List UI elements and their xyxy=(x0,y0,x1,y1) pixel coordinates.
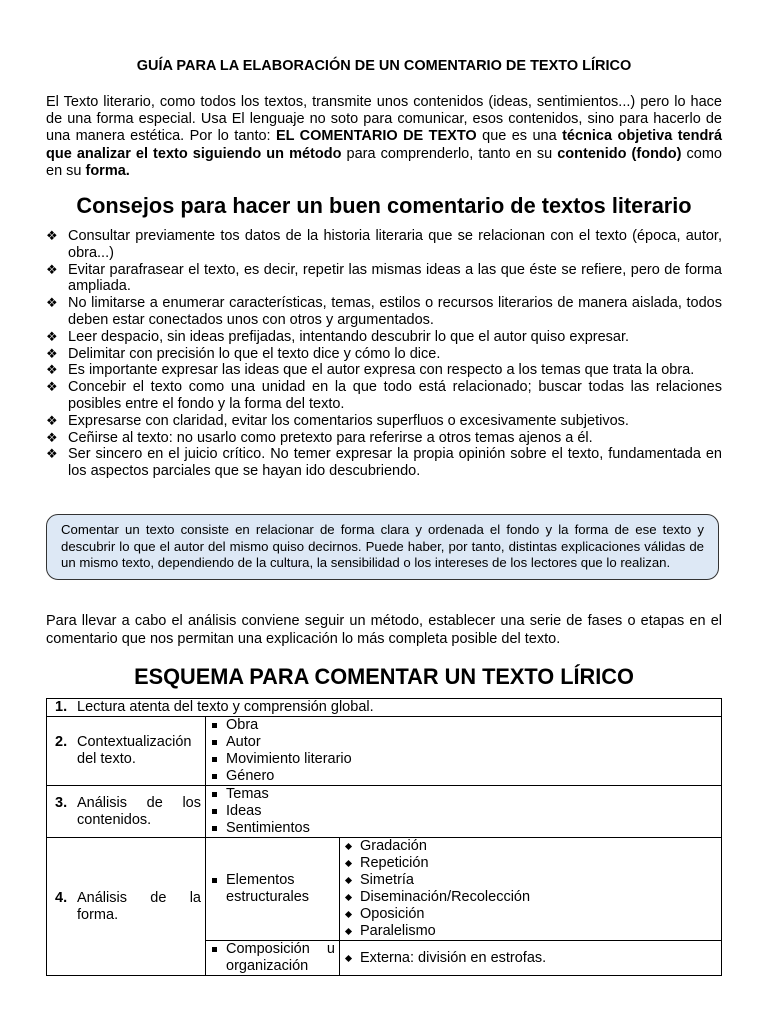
step-label: Análisis de la forma. xyxy=(77,889,201,923)
step-number: 1. xyxy=(55,699,68,715)
composition-list xyxy=(344,950,717,967)
intro-bold-1: EL COMENTARIO DE TEXTO xyxy=(275,128,477,145)
tip-item xyxy=(46,346,722,363)
structural-elements-list xyxy=(344,838,717,940)
list-item: Autor xyxy=(210,734,717,751)
diamond-bullet-icon: ❖ xyxy=(46,345,58,361)
tip-item xyxy=(46,446,722,480)
diamond-bullet-icon: ❖ xyxy=(46,412,58,428)
tip-item xyxy=(46,362,722,379)
diamond-bullet-icon: ❖ xyxy=(46,379,58,395)
intro-bold-4: forma. xyxy=(85,162,130,179)
step-label: Lectura atenta del texto y comprensión global. xyxy=(77,699,374,715)
list-item: Ideas xyxy=(210,803,717,820)
table-cell xyxy=(206,786,722,838)
tip-text: Expresarse con claridad, evitar los comentarios superfluos o excesivamente subjetivos. xyxy=(68,412,629,429)
diamond-bullet-icon: ❖ xyxy=(46,446,58,462)
diamond-bullet-icon: ❖ xyxy=(46,362,58,378)
list-item: Género xyxy=(210,768,717,785)
tips-heading: Consejos para hacer un buen comentario de textos literario xyxy=(76,193,692,218)
tip-text: Consultar previamente tos datos de la historia literaria que se relacionan con el texto (época, autor, obra...) xyxy=(68,228,722,261)
intro-text-2: que es una xyxy=(476,128,563,145)
tip-text: Leer despacio, sin ideas prefijadas, intentando descubrir lo que el autor quiso expresar. xyxy=(68,328,630,345)
diamond-bullet-icon: ❖ xyxy=(46,295,58,311)
step-label: Análisis de los contenidos. xyxy=(77,794,201,828)
document-title: GUÍA PARA LA ELABORACIÓN DE UN COMENTARIO DE TEXTO LÍRICO xyxy=(136,58,632,74)
tip-item xyxy=(46,295,722,329)
tip-item xyxy=(46,430,722,447)
table-cell xyxy=(206,717,722,786)
table-row xyxy=(47,717,722,786)
content-items-list xyxy=(210,786,717,837)
sub-category-label: Composición u organización xyxy=(210,941,335,975)
tip-item xyxy=(46,262,722,296)
definition-callout-box: Comentar un texto consiste en relacionar de forma clara y ordenada el fondo y la forma de ese texto y descubrir lo que el autor del mismo quiso decirnos. Puede haber, por tanto, distintas explicaciones válidas de un mismo texto, dependiendo de la cultura, la sensibilidad o los intereses de los lectores que lo realizan. xyxy=(46,514,719,580)
table-cell xyxy=(47,717,206,786)
table-cell xyxy=(47,786,206,838)
tip-item xyxy=(46,329,722,346)
tip-text: No limitarse a enumerar características, temas, estilos o recursos literarios de manera aislada, todos deben estar conectados unos con otros y argumentados. xyxy=(68,295,722,328)
tip-text: Es importante expresar las ideas que el autor expresa con respecto a los temas que trata la obra. xyxy=(68,362,695,379)
intro-bold-3: contenido (fondo) xyxy=(557,145,682,162)
scheme-table xyxy=(46,698,722,976)
tip-text: Ser sincero en el juicio crítico. No temer expresar la propia opinión sobre el texto, fundamentada en los aspectos parciales que se hayan ido descubriendo. xyxy=(68,446,722,480)
list-item: Oposición xyxy=(344,906,717,923)
table-row xyxy=(47,699,722,717)
tips-list xyxy=(46,228,722,480)
intro-text-3: para comprenderlo, tanto en su xyxy=(341,145,558,162)
tip-item xyxy=(46,379,722,413)
list-item: Sentimientos xyxy=(210,820,717,837)
diamond-bullet-icon: ❖ xyxy=(46,228,58,243)
list-item: Movimiento literario xyxy=(210,751,717,768)
sub-category-label: Elementos estructurales xyxy=(210,872,335,906)
diamond-bullet-icon: ❖ xyxy=(46,328,58,344)
diamond-bullet-icon: ❖ xyxy=(46,261,58,277)
diamond-bullet-icon: ❖ xyxy=(46,429,58,445)
table-row xyxy=(47,838,722,941)
table-cell xyxy=(340,941,722,976)
step-number: 4. xyxy=(55,889,68,906)
scheme-heading: ESQUEMA PARA COMENTAR UN TEXTO LÍRICO xyxy=(134,664,634,689)
list-item: Gradación xyxy=(344,838,717,855)
table-cell xyxy=(340,838,722,941)
step-label: Contextualización del texto. xyxy=(77,734,192,767)
tip-text: Concebir el texto como una unidad en la que todo está relacionado; buscar todas las relaciones posibles entre el fondo y la forma del texto. xyxy=(68,379,722,412)
list-item: Simetría xyxy=(344,872,717,889)
list-item: Repetición xyxy=(344,855,717,872)
table-cell xyxy=(206,838,340,941)
list-item: Obra xyxy=(210,717,717,734)
tip-item xyxy=(46,413,722,430)
intro-text-1: El Texto literario, como todos los textos, transmite unos contenidos (ideas, sentimientos...) pero lo hace de una forma especial. Usa El lenguaje no soto para comunicar, esos contenidos, sino para hacerlo de una manera estética. Por lo tanto: xyxy=(46,94,722,145)
table-row xyxy=(47,786,722,838)
step-number: 3. xyxy=(55,794,68,811)
tip-item xyxy=(46,228,722,262)
list-item: Temas xyxy=(210,786,717,803)
method-paragraph: Para llevar a cabo el análisis conviene seguir un método, establecer una serie de fases o etapas en el comentario que nos permitan una explicación lo más completa posible del texto. xyxy=(46,613,722,647)
intro-text-4: como en su xyxy=(46,145,722,179)
tip-text: Evitar parafrasear el texto, es decir, repetir las mismas ideas a las que éste se refiere, pero de forma ampliada. xyxy=(68,261,722,295)
tip-text: Ceñirse al texto: no usarlo como pretexto para referirse a otros temas ajenos a él. xyxy=(68,429,593,446)
list-item: Externa: división en estrofas. xyxy=(344,950,717,967)
list-item: Diseminación/Recolección xyxy=(344,889,717,906)
table-cell xyxy=(47,699,722,717)
tip-text: Delimitar con precisión lo que el texto dice y cómo lo dice. xyxy=(68,345,441,362)
step-number: 2. xyxy=(55,734,68,750)
table-cell xyxy=(47,838,206,976)
intro-bold-2: técnica objetiva tendrá que analizar el texto siguiendo un método xyxy=(46,128,723,162)
table-cell xyxy=(206,941,340,976)
intro-paragraph xyxy=(46,94,722,180)
context-items-list xyxy=(210,717,717,785)
list-item: Paralelismo xyxy=(344,923,717,940)
